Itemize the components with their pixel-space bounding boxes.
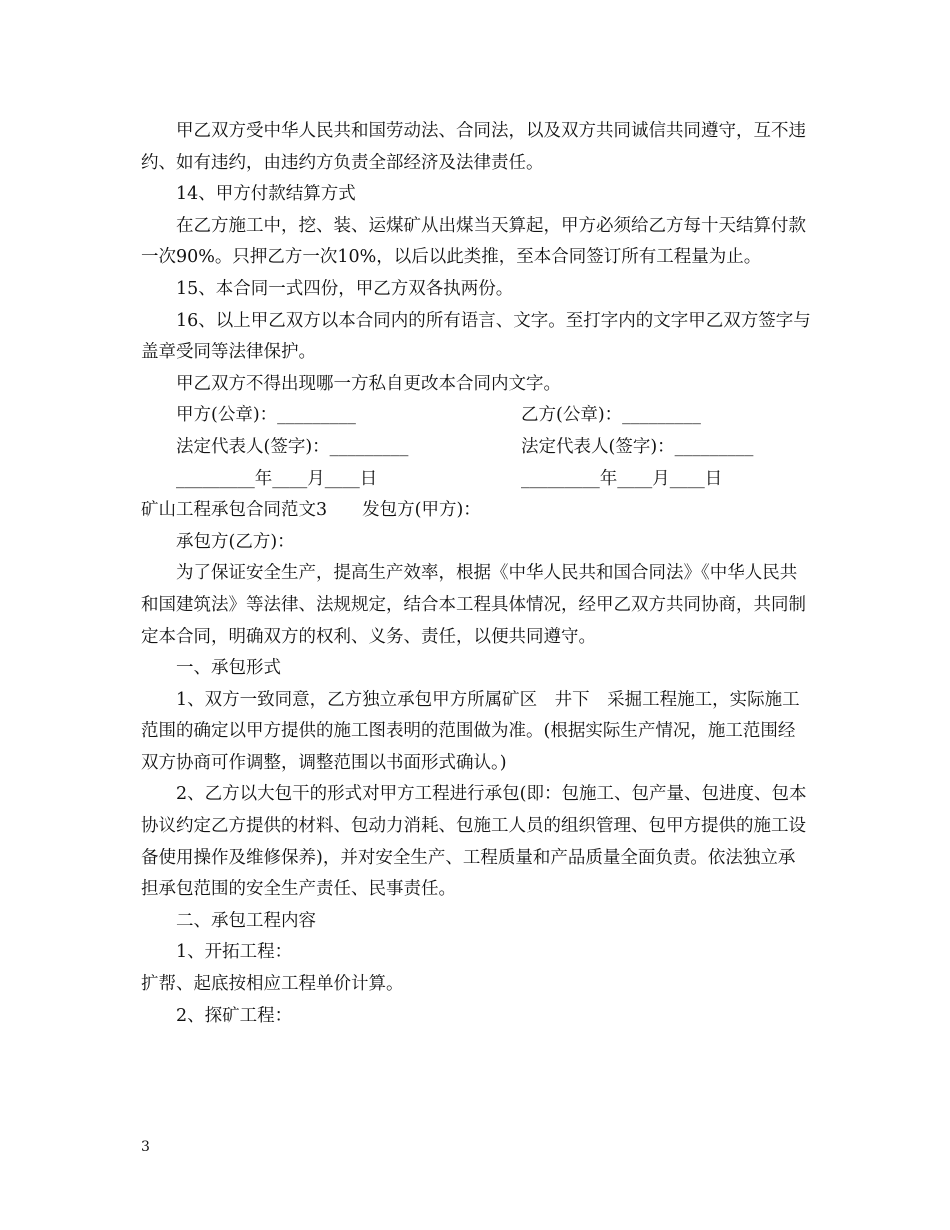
party-b-seal: 乙方(公章)：_________ — [521, 405, 701, 426]
paragraph: 在乙方施工中，挖、装、运煤矿从出煤当天算起，甲方必须给乙方每十天结算付款一次90%。只押乙方一次10%，以后以此类推，至本合同签订所有工程量为止。 — [141, 215, 806, 268]
section-heading-1: 一、承包形式 — [176, 658, 281, 679]
party-b-date: _________年____月____日 — [521, 468, 723, 489]
subclause-exploration: 2、探矿工程： — [176, 1005, 293, 1026]
section-heading-2: 二、承包工程内容 — [176, 910, 316, 931]
party-a-seal: 甲方(公章)：_________ — [176, 405, 356, 426]
party-b-representative: 法定代表人(签字)：_________ — [521, 436, 754, 457]
clause-15: 15、本合同一式四份，甲乙方双各执两份。 — [176, 278, 514, 299]
preamble-paragraph: 为了保证安全生产，提高生产效率，根据《中华人民共和国合同法》《中华人民共和国建筑法》等法律、法规规定，结合本工程具体情况，经甲乙双方共同协商，共同制定本合同，明确双方的权利、义务、责任，以便共同遵守。 — [141, 563, 806, 647]
contractor-line: 承包方(乙方)： — [176, 531, 295, 552]
section-heading-14: 14、甲方付款结算方式 — [176, 184, 356, 205]
party-a-date: _________年____月____日 — [176, 468, 378, 489]
signature-row-date — [141, 464, 811, 496]
document-body — [141, 116, 811, 1032]
paragraph: 扩帮、起底按相应工程单价计算。 — [141, 974, 404, 995]
clause-1: 1、双方一致同意，乙方独立承包甲方所属矿区 井下 采掘工程施工，实际施工范围的确定以甲方提供的施工图表明的范围做为准。(根据实际生产情况，施工范围经双方协商可作调整，调整范围以书面形式确认。) — [141, 689, 800, 773]
party-a-representative: 法定代表人(签字)：_________ — [176, 436, 409, 457]
signature-row-representative — [141, 432, 811, 464]
paragraph: 甲乙双方受中华人民共和国劳动法、合同法，以及双方共同诚信共同遵守，互不违约、如有违约，由违约方负责全部经济及法律责任。 — [141, 121, 806, 173]
clause-16: 16、以上甲乙双方以本合同内的所有语言、文字。至打字内的文字甲乙双方签字与盖章受同等法律保护。 — [141, 310, 811, 363]
clause-2: 2、乙方以大包干的形式对甲方工程进行承包(即：包施工、包产量、包进度、包本协议约定乙方提供的材料、包动力消耗、包施工人员的组织管理、包甲方提供的施工设备使用操作及维修保养)，并对安全生产、工程质量和产品质量全面负责。依法独立承担承包范围的安全生产责任、民事责任。 — [141, 784, 807, 900]
page-number: 3 — [141, 1139, 150, 1155]
signature-row-seal — [141, 400, 811, 432]
subclause-development: 1、开拓工程： — [176, 942, 293, 963]
contract-title-line: 矿山工程承包合同范文3 发包方(甲方)： — [141, 500, 481, 521]
paragraph: 甲乙双方不得出现哪一方私自更改本合同内文字。 — [176, 373, 561, 394]
